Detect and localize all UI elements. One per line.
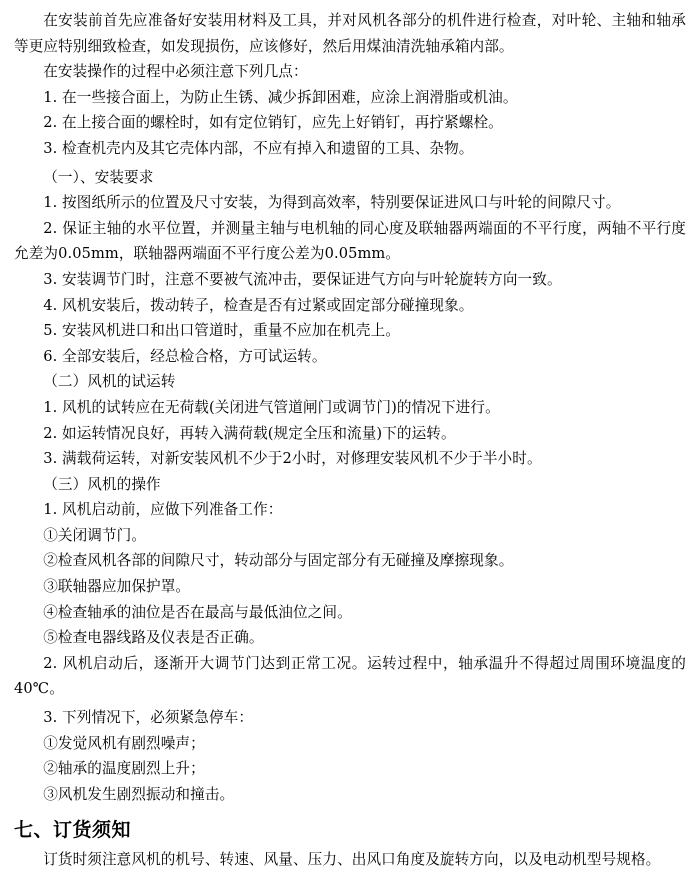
list-item: ①关闭调节门。 (43, 526, 147, 544)
list-item: ②轴承的温度剧烈上升； (43, 760, 205, 778)
list-item: 2. 在上接合面的螺栓时，如有定位销钉，应先上好销钉，再拧紧螺栓。 (43, 114, 503, 132)
subsection-heading: （三）风机的操作 (43, 475, 161, 493)
paragraph: 订货时须注意风机的机号、转速、风量、压力、出风口角度及旋转方向，以及电动机型号规格。 (43, 851, 661, 869)
closing-paragraphs (14, 847, 686, 873)
subsection-heading: （二）风机的试运转 (43, 373, 176, 391)
list-item: ③风机发生剧烈振动和撞击。 (43, 785, 235, 803)
list-item: 2. 如运转情况良好，再转入满荷载(规定全压和流量)下的运转。 (43, 424, 456, 442)
list-item: ⑤检查电器线路及仪表是否正确。 (43, 629, 264, 647)
list-item: 3. 满载荷运转，对新安装风机不少于2小时，对修理安装风机不少于半小时。 (43, 450, 542, 468)
paragraph: 在安装前首先应准备好安装用材料及工具，并对风机各部分的机件进行检查，对叶轮、主轴和轴承等更应特别细致检查，如发现损伤，应该修好，然后用煤油清洗轴承箱内部。 (14, 12, 686, 55)
list-item: 1. 风机的试转应在无荷载(关闭进气管道闸门或调节门)的情况下进行。 (43, 398, 500, 416)
list-item: 2. 风机启动后，逐渐开大调节门达到正常工况。运转过程中，轴承温升不得超过周围环境温度的40℃。 (14, 654, 686, 698)
list-item: 4. 风机安装后，拨动转子，检查是否有过紧或固定部分碰撞现象。 (43, 296, 474, 314)
body-paragraphs (14, 8, 686, 807)
list-item: ②检查风机各部的间隙尺寸，转动部分与固定部分有无碰撞及摩擦现象。 (43, 552, 514, 570)
list-item: 6. 全部安装后，经总检合格，方可试运转。 (43, 347, 327, 365)
list-item: 3. 安装调节门时，注意不要被气流冲击，要保证进气方向与叶轮旋转方向一致。 (43, 270, 562, 288)
list-item: 1. 在一些接合面上，为防止生锈、减少拆卸困难，应涂上润滑脂或机油。 (43, 88, 518, 106)
section-heading: 七、订货须知 (14, 819, 132, 842)
list-item: ①发觉风机有剧烈噪声； (43, 734, 205, 752)
list-item: 3. 下列情况下，必须紧急停车： (43, 709, 254, 727)
list-item: 1. 风机启动前，应做下列准备工作： (43, 501, 283, 519)
list-item: 3. 检查机壳内及其它壳体内部，不应有掉入和遗留的工具、杂物。 (43, 139, 474, 157)
subsection-heading: （一）、安装要求 (43, 168, 154, 186)
list-item: 1. 按图纸所示的位置及尺寸安装，为得到高效率，特别要保证进风口与叶轮的间隙尺寸。 (43, 194, 621, 212)
list-item: 2. 保证主轴的水平位置，并测量主轴与电机轴的同心度及联轴器两端面的不平行度，两轴不平行度允差为0.05mm，联轴器两端面不平行度公差为0.05mm。 (14, 219, 686, 263)
paragraph: 在安装操作的过程中必须注意下列几点： (43, 63, 308, 81)
list-item: 5. 安装风机进口和出口管道时，重量不应加在机壳上。 (43, 322, 401, 340)
list-item: ④检查轴承的油位是否在最高与最低油位之间。 (43, 603, 352, 621)
list-item: ③联轴器应加保护罩。 (43, 578, 191, 596)
